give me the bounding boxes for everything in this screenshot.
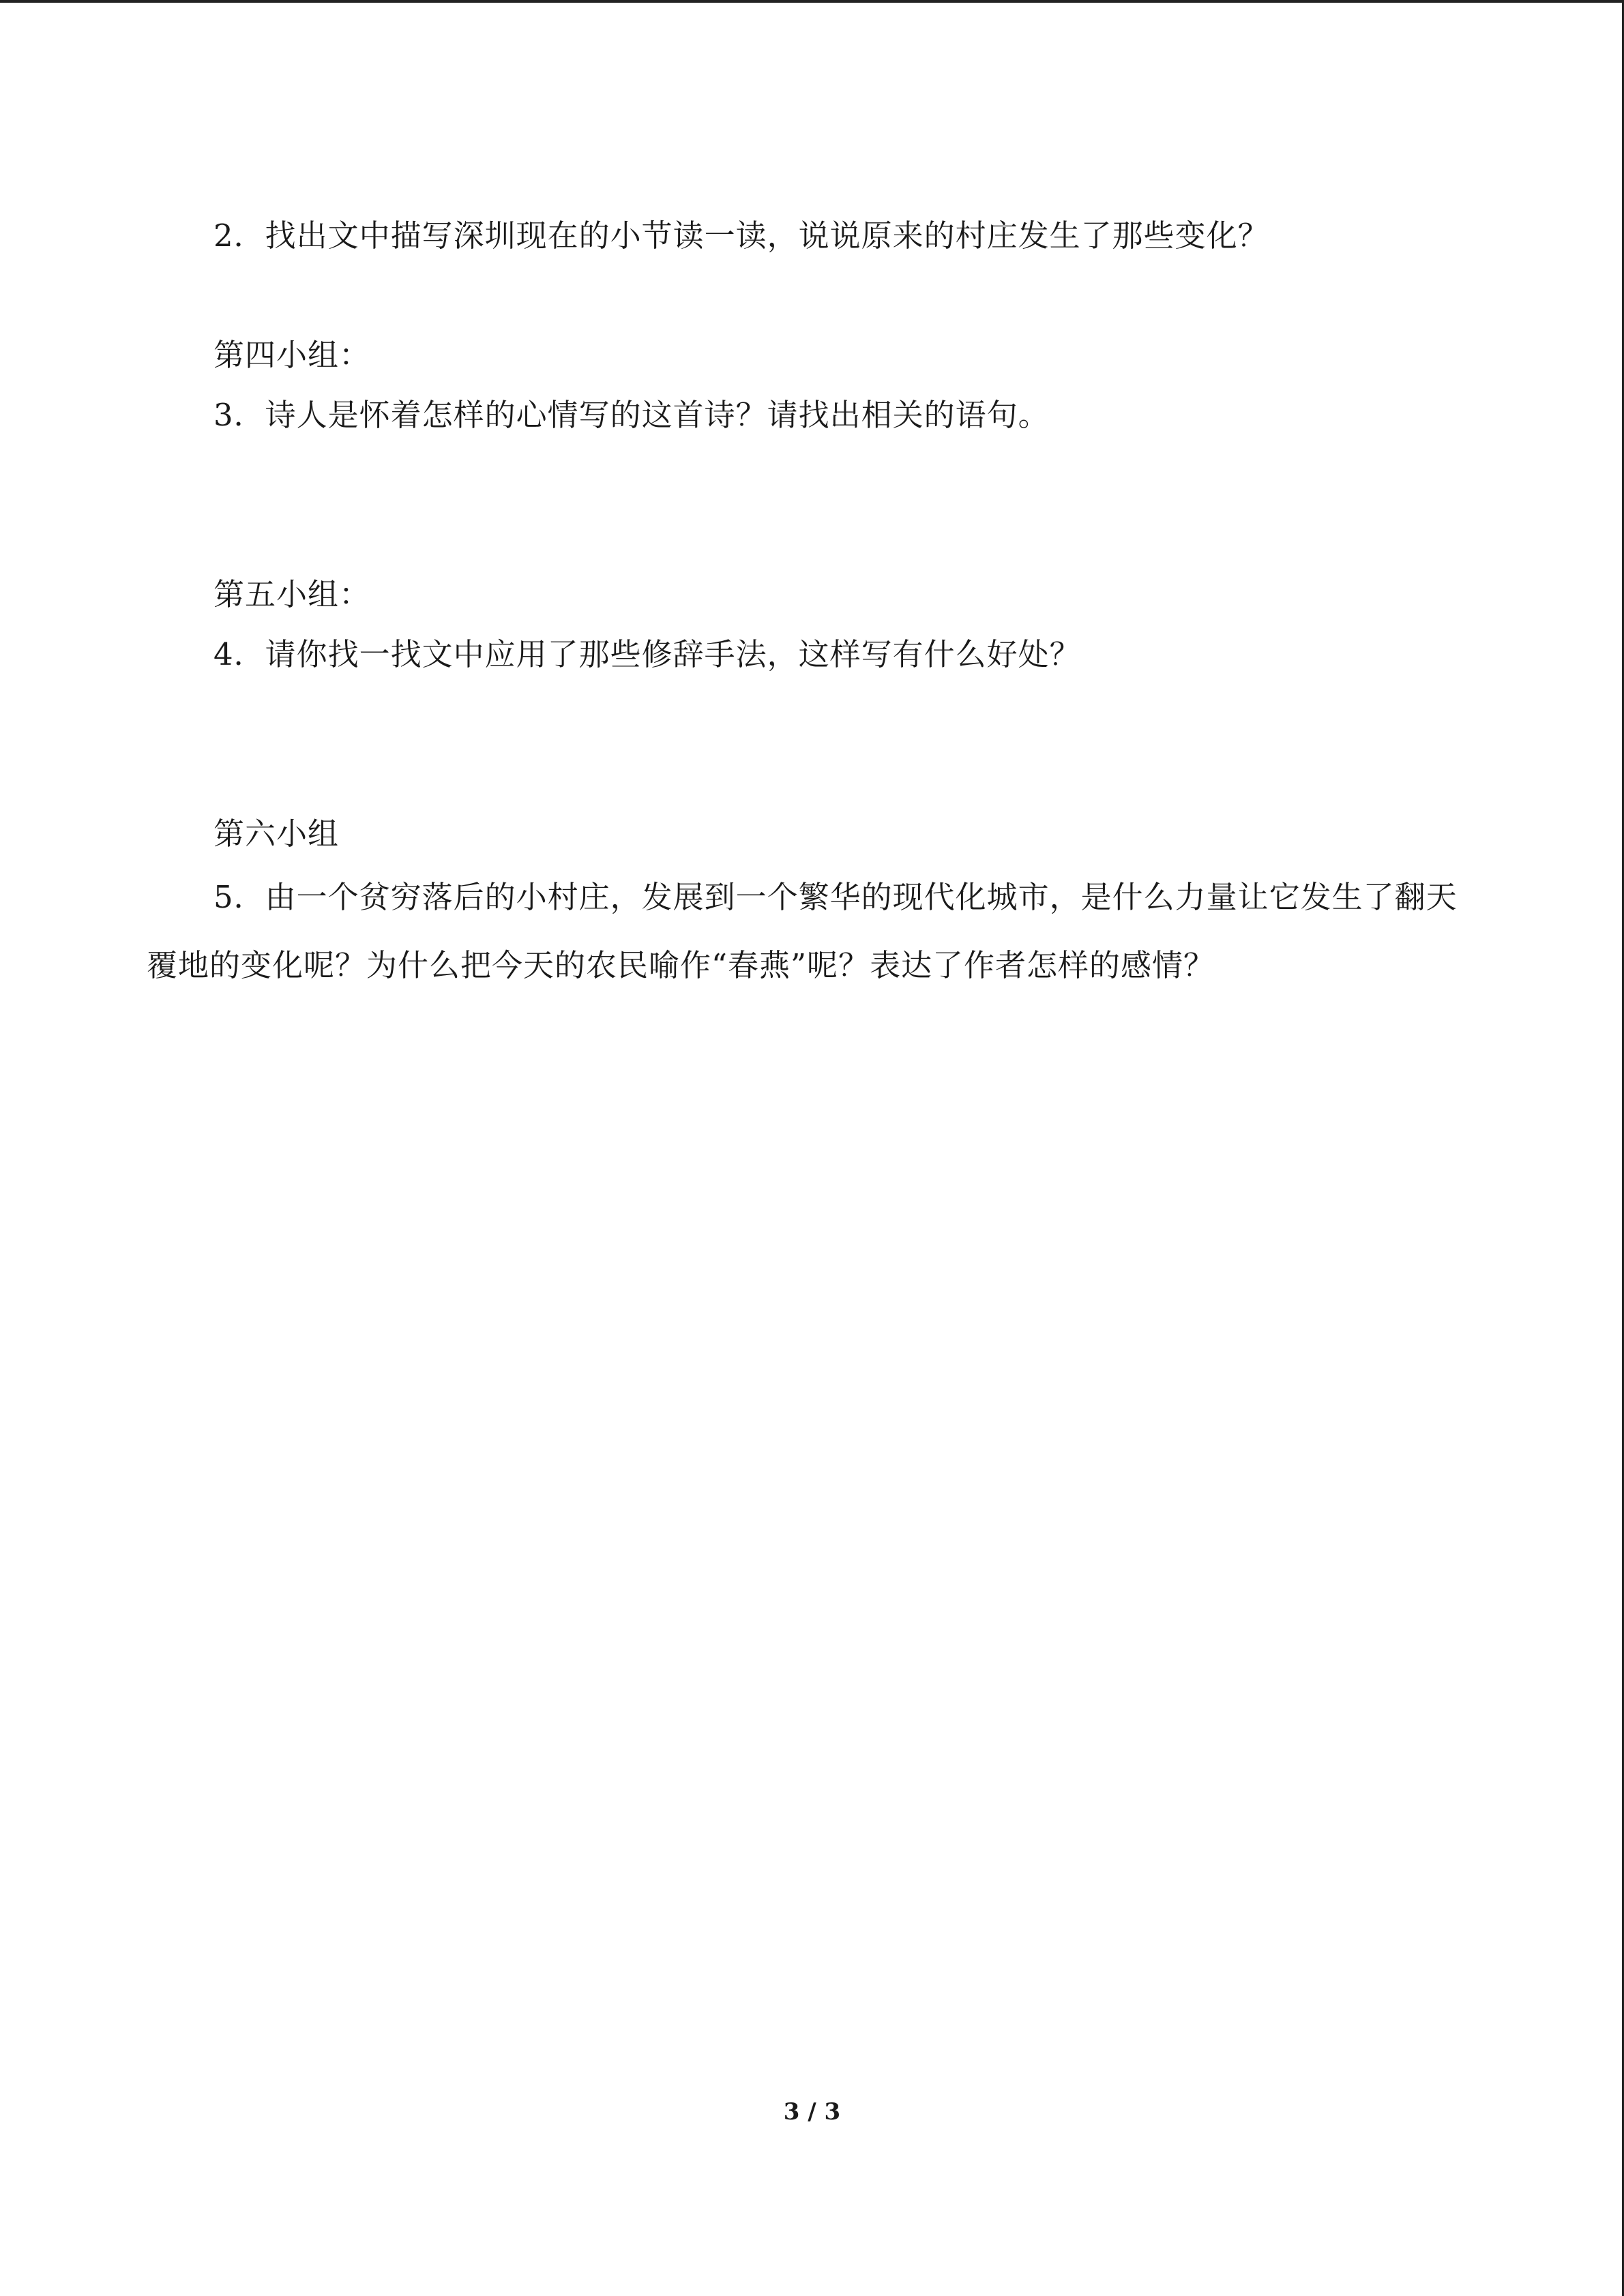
page-number: 3 / 3: [783, 2098, 841, 2126]
question-3: 3．诗人是怀着怎样的心情写的这首诗？请找出相关的语句。: [213, 397, 1050, 433]
question-2: 2．找出文中描写深圳现在的小节读一读，说说原来的村庄发生了那些变化？: [213, 218, 1269, 254]
group-heading-6: 第六小组: [213, 816, 340, 852]
top-border-line: [0, 0, 1624, 3]
group-heading-4: 第四小组：: [213, 337, 371, 373]
question-5: 5．由一个贫穷落后的小村庄，发展到一个繁华的现代化城市，是什么力量让它发生了翻天覆地的变化呢？为什么把今天的农民喻作“春燕”呢？表达了作者怎样的感情？: [147, 879, 1458, 983]
group-heading-5: 第五小组：: [213, 576, 371, 612]
question-4: 4．请你找一找文中应用了那些修辞手法，这样写有什么好处？: [213, 636, 1081, 672]
